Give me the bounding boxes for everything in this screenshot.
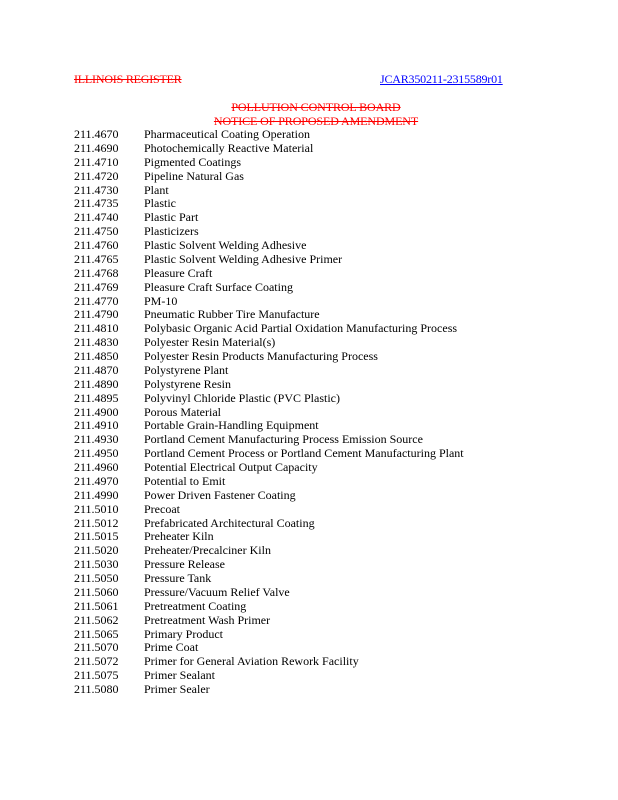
list-item [74, 641, 464, 655]
section-term: Photochemically Reactive Material [144, 140, 314, 155]
list-item [74, 572, 464, 586]
list-item [74, 669, 464, 683]
section-term: Polystyrene Plant [144, 362, 229, 377]
list-item [74, 419, 464, 433]
list-item [74, 683, 464, 697]
section-term: Plasticizers [144, 224, 199, 239]
list-item [74, 142, 464, 156]
list-item [74, 489, 464, 503]
list-item [74, 267, 464, 281]
list-item [74, 461, 464, 475]
section-term: Pharmaceutical Coating Operation [144, 127, 310, 141]
section-term: Pressure/Vacuum Relief Valve [144, 584, 290, 599]
section-number: 211.4710 [74, 154, 119, 169]
list-item [74, 600, 464, 614]
section-term: Plastic Solvent Welding Adhesive [144, 238, 307, 252]
section-number: 211.4720 [74, 168, 119, 183]
section-term: Pleasure Craft Surface Coating [144, 279, 293, 294]
list-item [74, 433, 464, 447]
section-number: 211.5062 [74, 612, 119, 627]
section-number: 211.5030 [74, 557, 119, 572]
section-number: 211.4770 [74, 293, 119, 308]
list-item [74, 322, 464, 336]
section-term: Pigmented Coatings [144, 154, 241, 169]
section-term: Pressure Tank [144, 571, 212, 585]
list-item [74, 239, 464, 253]
section-number: 211.4990 [74, 487, 119, 502]
section-term: Plastic Solvent Welding Adhesive Primer [144, 251, 343, 266]
list-item [74, 475, 464, 489]
section-term: Potential Electrical Output Capacity [144, 460, 318, 474]
list-item [74, 156, 464, 170]
section-number: 211.4690 [74, 140, 119, 155]
section-number: 211.4895 [74, 390, 119, 405]
section-term: Prefabricated Architectural Coating [144, 515, 315, 530]
list-item [74, 295, 464, 309]
section-term: Polyester Resin Products Manufacturing Process [144, 349, 378, 363]
section-list [74, 128, 464, 697]
section-number: 211.4870 [74, 362, 119, 377]
section-term: Pneumatic Rubber Tire Manufacture [144, 307, 320, 322]
list-item [74, 350, 464, 364]
section-term: Polybasic Organic Acid Partial Oxidation Manufacturing Process [144, 321, 458, 336]
section-term: Portland Cement Manufacturing Process Emission Source [144, 432, 423, 447]
section-number: 211.4890 [74, 376, 119, 391]
section-number: 211.4790 [74, 307, 119, 322]
section-term: Prime Coat [144, 640, 199, 655]
agency-title: POLLUTION CONTROL BOARD [231, 100, 401, 114]
section-number: 211.4765 [74, 251, 119, 266]
section-number: 211.5060 [74, 584, 119, 599]
section-number: 211.4740 [74, 210, 119, 225]
list-item [74, 392, 464, 406]
section-term: Plant [144, 182, 169, 197]
list-item [74, 253, 464, 267]
list-item [74, 308, 464, 322]
list-item [74, 211, 464, 225]
section-number: 211.5075 [74, 668, 119, 683]
list-item [74, 447, 464, 461]
list-item [74, 628, 464, 642]
register-header: ILLINOIS REGISTER [74, 72, 182, 86]
section-number: 211.4850 [74, 349, 119, 363]
section-term: Portable Grain-Handling Equipment [144, 418, 319, 433]
section-number: 211.4900 [74, 404, 119, 419]
section-number: 211.5050 [74, 571, 119, 585]
section-term: Pressure Release [144, 557, 225, 572]
section-number: 211.4760 [74, 238, 119, 252]
section-term: Polystyrene Resin [144, 376, 231, 391]
section-term: Primer Sealer [144, 682, 210, 696]
section-number: 211.4950 [74, 446, 119, 461]
section-term: Precoat [144, 501, 180, 516]
section-number: 211.4670 [74, 127, 119, 141]
section-number: 211.4750 [74, 224, 119, 239]
list-item [74, 170, 464, 184]
list-item [74, 517, 464, 531]
list-item [74, 336, 464, 350]
document-id-link[interactable]: JCAR350211-2315589r01 [380, 72, 503, 86]
list-item [74, 530, 464, 544]
list-item [74, 378, 464, 392]
section-number: 211.4769 [74, 279, 119, 294]
section-number: 211.5015 [74, 529, 119, 544]
list-item [74, 281, 464, 295]
list-item [74, 197, 464, 211]
section-term: Pipeline Natural Gas [144, 168, 244, 183]
section-term: Pretreatment Wash Primer [144, 612, 271, 627]
list-item [74, 558, 464, 572]
section-number: 211.5010 [74, 501, 119, 516]
section-term: Primary Product [144, 626, 223, 641]
section-number: 211.4970 [74, 473, 119, 488]
section-number: 211.4735 [74, 196, 119, 211]
list-item [74, 225, 464, 239]
list-item [74, 128, 464, 142]
section-term: Plastic Part [144, 210, 199, 225]
section-number: 211.4810 [74, 321, 119, 336]
list-item [74, 184, 464, 198]
section-term: Polyester Resin Material(s) [144, 335, 276, 350]
section-term: Pleasure Craft [144, 265, 213, 280]
section-number: 211.5070 [74, 640, 119, 655]
list-item [74, 544, 464, 558]
section-term: Preheater/Precalciner Kiln [144, 543, 271, 558]
section-term: Porous Material [144, 404, 221, 419]
section-term: Primer Sealant [144, 668, 215, 683]
section-number: 211.4960 [74, 460, 119, 474]
section-term: PM-10 [144, 293, 178, 308]
section-number: 211.5061 [74, 598, 119, 613]
list-item [74, 406, 464, 420]
section-number: 211.4910 [74, 418, 119, 433]
section-term: Plastic [144, 196, 176, 211]
section-term: Primer for General Aviation Rework Facility [144, 654, 359, 669]
section-term: Portland Cement Process or Portland Cement Manufacturing Plant [144, 446, 464, 461]
section-number: 211.4768 [74, 265, 119, 280]
section-number: 211.5080 [74, 682, 119, 696]
list-item [74, 364, 464, 378]
list-item [74, 614, 464, 628]
list-item [74, 503, 464, 517]
section-term: Preheater Kiln [144, 529, 214, 544]
section-term: Power Driven Fastener Coating [144, 487, 296, 502]
section-number: 211.5065 [74, 626, 119, 641]
section-number: 211.5012 [74, 515, 119, 530]
notice-title: NOTICE OF PROPOSED AMENDMENT [213, 114, 419, 128]
list-item [74, 655, 464, 669]
section-term: Pretreatment Coating [144, 598, 247, 613]
section-term: Polyvinyl Chloride Plastic (PVC Plastic) [144, 390, 341, 405]
section-number: 211.5020 [74, 543, 119, 558]
section-number: 211.5072 [74, 654, 119, 669]
section-number: 211.4730 [74, 182, 119, 197]
list-item [74, 586, 464, 600]
section-number: 211.4830 [74, 335, 119, 350]
section-number: 211.4930 [74, 432, 119, 447]
section-term: Potential to Emit [144, 473, 226, 488]
